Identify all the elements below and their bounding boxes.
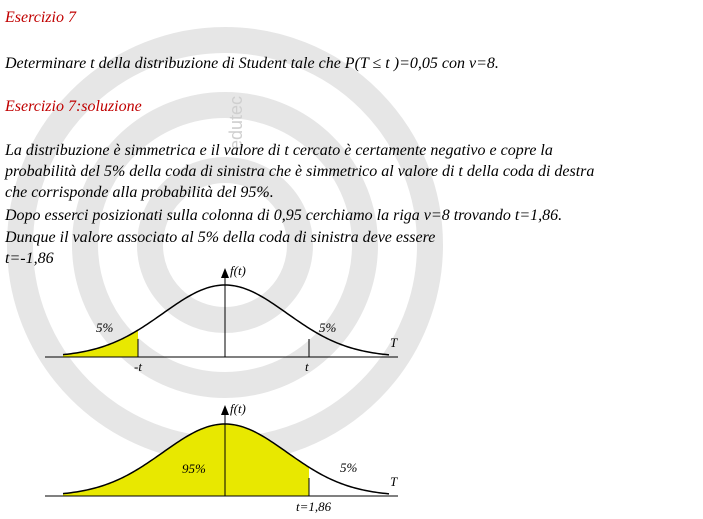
left-tail-label: 5%	[96, 320, 114, 335]
right-tail-label: 5%	[340, 460, 358, 475]
figure-2	[45, 401, 398, 514]
solution-line-1: La distribuzione è simmetrica e il valore di t cercato è certamente negativo e copre la	[5, 142, 553, 159]
right-tick-label: t	[305, 359, 309, 374]
solution-line-6: t=-1,86	[5, 250, 54, 267]
y-axis-label: f(t)	[230, 263, 246, 278]
watermark-text: edutec	[226, 95, 246, 150]
y-axis-arrow	[221, 268, 229, 278]
tick-label: t=1,86	[296, 499, 332, 514]
solution-line-5: Dunque il valore associato al 5% della coda di sinistra deve essere	[5, 229, 436, 246]
solution-line-3: che corrisponde alla probabilità del 95%.	[5, 184, 274, 201]
x-axis-label: T	[390, 474, 398, 489]
main-area-label: 95%	[182, 461, 206, 476]
exercise-statement: Determinare t della distribuzione di Student tale che P(T ≤ t )=0,05 con ν=8.	[5, 55, 499, 72]
y-axis-arrow	[221, 405, 229, 415]
right-tail-label: 5%	[319, 320, 337, 335]
x-axis-label: T	[390, 335, 398, 350]
main-area	[63, 424, 309, 496]
solution-line-4: Dopo esserci posizionati sulla colonna di 0,95 cerchiamo la riga ν=8 trovando t=1,86.	[5, 207, 563, 224]
solution-title: Esercizio 7:soluzione	[5, 98, 142, 115]
solution-line-2: probabilità del 5% della coda di sinistra che è simmetrico al valore di t della coda di destra	[5, 163, 595, 180]
y-axis-label: f(t)	[230, 401, 246, 416]
left-tick-label: -t	[134, 359, 142, 374]
figure-1	[45, 263, 398, 374]
exercise-title: Esercizio 7	[5, 9, 76, 26]
